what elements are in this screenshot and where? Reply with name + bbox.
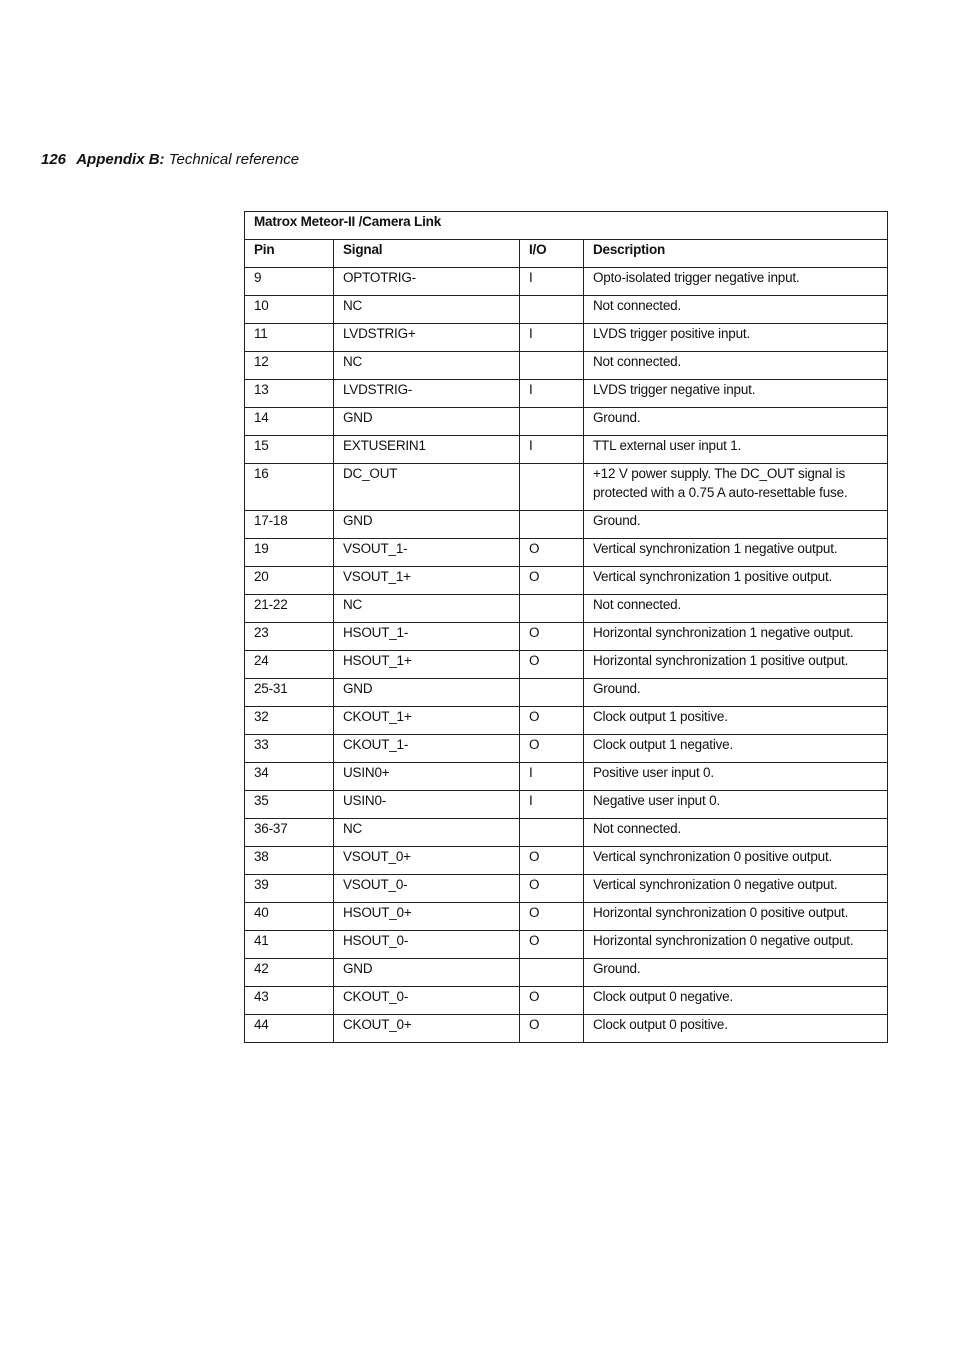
io-cell: O xyxy=(520,567,584,595)
pin-cell: 42 xyxy=(245,959,334,987)
table-row xyxy=(245,987,888,1015)
pin-cell: 9 xyxy=(245,268,334,296)
table-row xyxy=(245,511,888,539)
pin-cell: 41 xyxy=(245,931,334,959)
description-cell: Vertical synchronization 0 negative output. xyxy=(584,875,888,903)
io-cell xyxy=(520,511,584,539)
description-cell: Ground. xyxy=(584,679,888,707)
table-row xyxy=(245,623,888,651)
signal-cell: DC_OUT xyxy=(334,464,520,511)
pin-cell: 34 xyxy=(245,763,334,791)
table-row xyxy=(245,296,888,324)
signal-cell: LVDSTRIG+ xyxy=(334,324,520,352)
signal-cell: NC xyxy=(334,296,520,324)
table-row xyxy=(245,567,888,595)
io-cell: O xyxy=(520,903,584,931)
io-cell xyxy=(520,679,584,707)
io-cell: O xyxy=(520,931,584,959)
io-cell: I xyxy=(520,268,584,296)
description-cell: Not connected. xyxy=(584,296,888,324)
pin-cell: 35 xyxy=(245,791,334,819)
pin-cell: 17-18 xyxy=(245,511,334,539)
description-cell: TTL external user input 1. xyxy=(584,436,888,464)
io-cell: O xyxy=(520,623,584,651)
table-row xyxy=(245,679,888,707)
pin-cell: 36-37 xyxy=(245,819,334,847)
pin-cell: 14 xyxy=(245,408,334,436)
io-cell: O xyxy=(520,847,584,875)
table-row xyxy=(245,408,888,436)
table-row xyxy=(245,847,888,875)
column-header-io: I/O xyxy=(520,240,584,268)
description-cell: LVDS trigger negative input. xyxy=(584,380,888,408)
pin-cell: 12 xyxy=(245,352,334,380)
pin-cell: 25-31 xyxy=(245,679,334,707)
signal-cell: NC xyxy=(334,595,520,623)
signal-cell: USIN0- xyxy=(334,791,520,819)
signal-cell: GND xyxy=(334,408,520,436)
signal-cell: USIN0+ xyxy=(334,763,520,791)
pin-cell: 15 xyxy=(245,436,334,464)
table-row xyxy=(245,436,888,464)
table-row xyxy=(245,352,888,380)
table-title-row xyxy=(245,212,888,240)
table-row xyxy=(245,595,888,623)
description-cell: Clock output 1 negative. xyxy=(584,735,888,763)
pin-cell: 44 xyxy=(245,1015,334,1043)
description-cell: Ground. xyxy=(584,511,888,539)
description-cell: Vertical synchronization 1 positive output. xyxy=(584,567,888,595)
signal-cell: NC xyxy=(334,352,520,380)
signal-cell: GND xyxy=(334,959,520,987)
description-cell: Not connected. xyxy=(584,819,888,847)
description-cell: Horizontal synchronization 1 negative output. xyxy=(584,623,888,651)
io-cell: O xyxy=(520,735,584,763)
signal-cell: EXTUSERIN1 xyxy=(334,436,520,464)
signal-cell: CKOUT_1- xyxy=(334,735,520,763)
description-cell: Horizontal synchronization 1 positive output. xyxy=(584,651,888,679)
signal-cell: VSOUT_0+ xyxy=(334,847,520,875)
description-cell: Opto-isolated trigger negative input. xyxy=(584,268,888,296)
io-cell: O xyxy=(520,875,584,903)
table-row xyxy=(245,707,888,735)
table-row xyxy=(245,875,888,903)
signal-cell: VSOUT_1- xyxy=(334,539,520,567)
table-body xyxy=(245,268,888,1043)
pin-cell: 11 xyxy=(245,324,334,352)
description-cell: Not connected. xyxy=(584,352,888,380)
description-cell: Vertical synchronization 0 positive output. xyxy=(584,847,888,875)
section-title: Technical reference xyxy=(168,151,300,168)
description-cell: Ground. xyxy=(584,408,888,436)
table-row xyxy=(245,539,888,567)
signal-cell: NC xyxy=(334,819,520,847)
pin-cell: 38 xyxy=(245,847,334,875)
pin-cell: 39 xyxy=(245,875,334,903)
table-row xyxy=(245,324,888,352)
io-cell xyxy=(520,819,584,847)
description-cell: Negative user input 0. xyxy=(584,791,888,819)
column-header-signal: Signal xyxy=(334,240,520,268)
pin-cell: 40 xyxy=(245,903,334,931)
signal-cell: HSOUT_0- xyxy=(334,931,520,959)
pin-cell: 16 xyxy=(245,464,334,511)
pin-cell: 33 xyxy=(245,735,334,763)
signal-cell: LVDSTRIG- xyxy=(334,380,520,408)
table-title: Matrox Meteor-II /Camera Link xyxy=(245,212,888,240)
io-cell: O xyxy=(520,651,584,679)
signal-cell: CKOUT_0+ xyxy=(334,1015,520,1043)
io-cell xyxy=(520,464,584,511)
table-row xyxy=(245,791,888,819)
table-row xyxy=(245,735,888,763)
description-cell: Horizontal synchronization 0 negative output. xyxy=(584,931,888,959)
description-cell: Clock output 1 positive. xyxy=(584,707,888,735)
description-cell: Not connected. xyxy=(584,595,888,623)
signal-cell: CKOUT_1+ xyxy=(334,707,520,735)
pin-assignment-table xyxy=(244,211,888,1043)
io-cell: I xyxy=(520,436,584,464)
signal-cell: VSOUT_1+ xyxy=(334,567,520,595)
running-header xyxy=(41,151,299,168)
pin-cell: 19 xyxy=(245,539,334,567)
pin-cell: 23 xyxy=(245,623,334,651)
table-row xyxy=(245,959,888,987)
description-cell: Vertical synchronization 1 negative output. xyxy=(584,539,888,567)
io-cell: I xyxy=(520,763,584,791)
signal-cell: HSOUT_1- xyxy=(334,623,520,651)
pin-cell: 10 xyxy=(245,296,334,324)
signal-cell: GND xyxy=(334,679,520,707)
signal-cell: HSOUT_1+ xyxy=(334,651,520,679)
table-row xyxy=(245,819,888,847)
io-cell: I xyxy=(520,380,584,408)
description-cell: Positive user input 0. xyxy=(584,763,888,791)
pin-cell: 24 xyxy=(245,651,334,679)
table-row xyxy=(245,268,888,296)
description-cell: LVDS trigger positive input. xyxy=(584,324,888,352)
io-cell xyxy=(520,959,584,987)
io-cell: O xyxy=(520,707,584,735)
table-row xyxy=(245,903,888,931)
signal-cell: OPTOTRIG- xyxy=(334,268,520,296)
table-row xyxy=(245,763,888,791)
description-cell: Horizontal synchronization 0 positive output. xyxy=(584,903,888,931)
column-header-pin: Pin xyxy=(245,240,334,268)
io-cell: I xyxy=(520,324,584,352)
table-row xyxy=(245,931,888,959)
table-row xyxy=(245,380,888,408)
table-row xyxy=(245,651,888,679)
pin-cell: 32 xyxy=(245,707,334,735)
table-row xyxy=(245,1015,888,1043)
description-cell: +12 V power supply. The DC_OUT signal is protected with a 0.75 A auto-resettable fuse. xyxy=(584,464,888,511)
table-row xyxy=(245,464,888,511)
chapter-label: Appendix B: xyxy=(76,151,165,168)
pin-cell: 43 xyxy=(245,987,334,1015)
pin-cell: 21-22 xyxy=(245,595,334,623)
io-cell xyxy=(520,595,584,623)
io-cell: I xyxy=(520,791,584,819)
description-cell: Clock output 0 negative. xyxy=(584,987,888,1015)
io-cell xyxy=(520,352,584,380)
pin-cell: 20 xyxy=(245,567,334,595)
page-number: 126 xyxy=(41,151,67,168)
pin-cell: 13 xyxy=(245,380,334,408)
signal-cell: GND xyxy=(334,511,520,539)
io-cell: O xyxy=(520,987,584,1015)
io-cell: O xyxy=(520,539,584,567)
io-cell xyxy=(520,408,584,436)
io-cell: O xyxy=(520,1015,584,1043)
table-header-row xyxy=(245,240,888,268)
description-cell: Clock output 0 positive. xyxy=(584,1015,888,1043)
signal-cell: HSOUT_0+ xyxy=(334,903,520,931)
column-header-description: Description xyxy=(584,240,888,268)
signal-cell: VSOUT_0- xyxy=(334,875,520,903)
io-cell xyxy=(520,296,584,324)
signal-cell: CKOUT_0- xyxy=(334,987,520,1015)
description-cell: Ground. xyxy=(584,959,888,987)
